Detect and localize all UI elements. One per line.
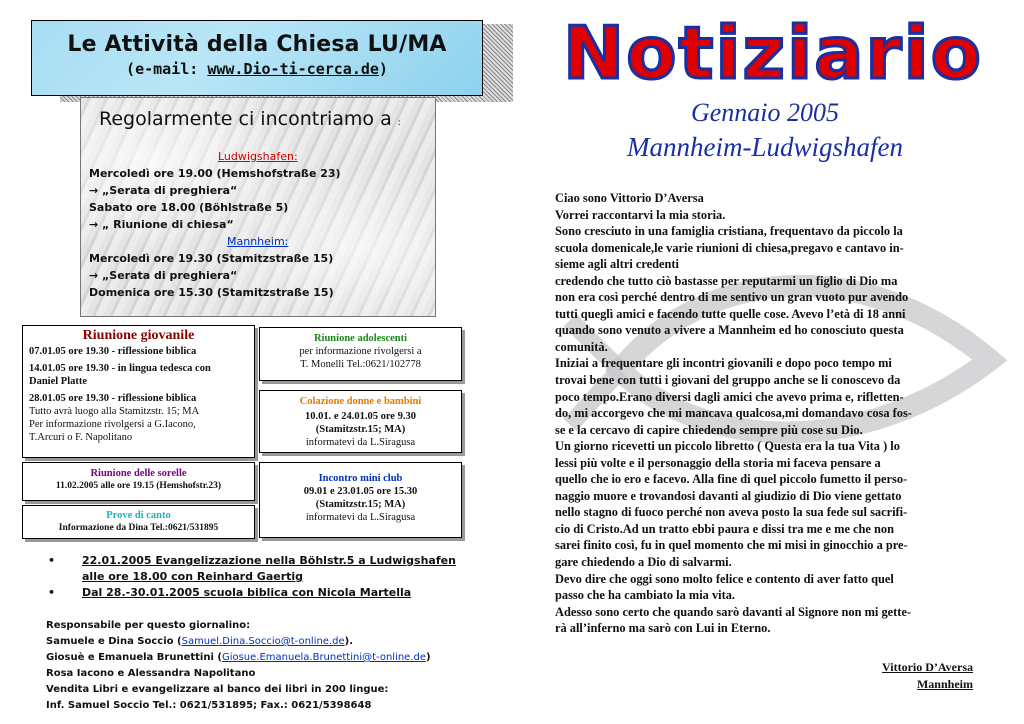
letter-line: passo che ha cambiato la mia vita. — [555, 588, 736, 603]
letter-line: lessi più volte e il personaggio della storia mi faceva pensare a — [555, 455, 881, 470]
box-line: 28.01.05 ore 19.30 - riflessione biblica — [29, 393, 197, 404]
letter-line: comunità. — [555, 339, 608, 354]
signature-name: Vittorio D’Aversa — [882, 660, 973, 674]
letter-signature — [800, 659, 973, 693]
meeting-line: → „ Riunione di chiesa“ — [89, 218, 234, 231]
responsabili-heading: Responsabile per questo giornalino: — [46, 620, 251, 631]
events-list — [40, 553, 456, 601]
responsabili-line — [46, 650, 431, 666]
letter-line: Devo dire che oggi sono molto felice e contento di aver fatto quel — [555, 571, 894, 586]
header-email-line — [32, 60, 482, 78]
box-colazione — [259, 390, 462, 453]
list-item — [40, 553, 456, 569]
mannheim-heading: Mannheim: — [227, 235, 289, 248]
letter-body — [555, 190, 973, 637]
meeting-line: Mercoledì ore 19.00 (Hemshofstraße 23) — [89, 167, 341, 180]
email-suffix: ) — [378, 60, 388, 78]
box-line: 09.01 e 23.01.05 ore 15.30 — [303, 486, 418, 497]
list-item — [40, 585, 456, 601]
box-mini-club — [259, 462, 462, 538]
letter-line: cio di Cristo.Ad un tratto ebbi paura e dissi tra me e me che non — [555, 521, 895, 536]
box-line: Tutto avrà luogo alla Stamitzstr. 15; MA — [29, 406, 200, 417]
box-title: Incontro mini club — [318, 473, 403, 484]
box-line: informatevi da L.Siragusa — [305, 437, 416, 448]
letter-line: Sono cresciuto in una famiglia cristiana, frequentavo da piccolo la — [555, 224, 903, 239]
responsabili-text: ). — [344, 636, 354, 647]
box-line: 07.01.05 ore 19.30 - riflessione biblica — [29, 346, 197, 357]
letter-line: quando sono venuto a vivere a Mannheim ed ho conosciuto questa — [555, 323, 904, 338]
box-riunione-adolescenti — [259, 327, 462, 381]
responsabili-line: Inf. Samuel Soccio Tel.: 0621/531895; Fax.: 0621/5398648 — [46, 700, 372, 711]
box-title: Riunione giovanile — [82, 328, 195, 343]
box-line: T.Arcuri o F. Napolitano — [29, 432, 133, 443]
letter-line: Iniziai a frequentare gli incontri giovanili e dopo poco tempo mi — [555, 356, 892, 371]
bullet-icon: • — [48, 554, 56, 567]
list-item-text: Dal 28.-30.01.2005 scuola biblica con Nicola Martella — [82, 586, 412, 599]
meeting-line: → „Serata di preghiera“ — [89, 269, 238, 282]
responsabili-block — [46, 618, 431, 714]
letter-line: naggio muore e trovandosi davanti al giudizio di Dio viene gettato — [555, 488, 902, 503]
box-prove-canto — [22, 505, 255, 539]
email-prefix: (e-mail: — [126, 60, 208, 78]
letter-line: trovai bene con tutti i giovani del gruppo anche se li conoscevo da — [555, 373, 901, 388]
box-line: Daniel Platte — [29, 376, 88, 387]
box-line: (Stamitzstr.15; MA) — [315, 499, 406, 510]
box-riunione-giovanile — [22, 325, 255, 458]
responsabili-text: Samuele e Dina Soccio ( — [46, 636, 182, 647]
meetings-intro — [99, 108, 401, 130]
issue-month: Gennaio 2005 — [690, 98, 840, 127]
box-line: 10.01. e 24.01.05 ore 9.30 — [305, 411, 416, 422]
list-item — [40, 569, 456, 585]
email-link-soccio[interactable]: Samuel.Dina.Soccio@t-online.de — [181, 636, 345, 647]
meeting-line: Mercoledì ore 19.30 (Stamitzstraße 15) — [89, 252, 334, 265]
box-line: Informazione da Dina Tel.:0621/531895 — [58, 523, 219, 533]
box-line: 11.02.2005 alle ore 19.15 (Hemshofstr.23) — [55, 481, 222, 491]
box-title: Prove di canto — [106, 510, 171, 521]
responsabili-text: ) — [426, 652, 431, 663]
box-line: 14.01.05 ore 19.30 - in lingua tedesca con — [29, 363, 211, 374]
letter-line: sarei finito così, fu in quel momento che mi misi in ginocchio a pre- — [555, 538, 908, 553]
masthead-title-text: Notiziario — [563, 11, 983, 88]
letter-line: quello che io ero e facevo. Alla fine di quel piccolo fumetto il perso- — [555, 472, 908, 487]
letter-line: se e la cercavo di capire chiedendo sempre più cose su Dio. — [555, 422, 863, 437]
meeting-line: Sabato ore 18.00 (Böhlstraße 5) — [89, 201, 289, 214]
signature-city: Mannheim — [916, 677, 973, 691]
meeting-line: → „Serata di preghiera“ — [89, 184, 238, 197]
letter-line: sieme agli altri credenti — [555, 257, 679, 272]
email-link[interactable]: www.Dio-ti-cerca.de — [207, 60, 379, 78]
header-box — [31, 20, 483, 96]
masthead-title — [558, 8, 988, 88]
responsabili-text: Giosuè e Emanuela Brunettini ( — [46, 652, 222, 663]
box-line: (Stamitzstr.15; MA) — [315, 424, 406, 435]
box-line: T. Monelli Tel.:0621/102778 — [300, 359, 421, 370]
box-line: informatevi da L.Siragusa — [305, 512, 416, 523]
box-line: Per informazione rivolgersi a G.Iacono, — [29, 419, 196, 430]
issue-city: Mannheim-Ludwigshafen — [627, 132, 903, 162]
letter-line: gare chiedendo a Dio di salvarmi. — [555, 555, 732, 570]
box-title: Colazione donne e bambini — [299, 396, 422, 407]
letter-line: Vorrei raccontarvi la mia storia. — [555, 207, 726, 222]
email-link-brunettini[interactable]: Giosue.Emanuela.Brunettini@t-online.de — [221, 652, 427, 663]
letter-line: do, mi accorgevo che mi mancava qualcosa,mi domandavo cosa fos- — [555, 406, 912, 421]
bullet-icon: • — [48, 586, 56, 599]
meetings-intro-text: Regolarmente ci incontriamo a — [99, 108, 392, 130]
list-item-text: alle ore 18.00 con Reinhard Gaertig — [82, 570, 304, 583]
letter-line: Adesso sono certo che quando sarò davanti al Signore non mi gette- — [555, 604, 912, 619]
box-riunione-sorelle — [22, 462, 255, 501]
list-item-text: 22.01.2005 Evangelizzazione nella Böhlstr.5 a Ludwigshafen — [82, 554, 456, 567]
header-title: Le Attività della Chiesa LU/MA — [67, 32, 447, 57]
letter-line: Ciao sono Vittorio D’Aversa — [555, 191, 704, 205]
letter-line: Un giorno ricevetti un piccolo libretto ( Questa era la tua Vita ) lo — [555, 439, 900, 454]
letter-line: tutti queglì amici e facendo tutte quelle cose. Avevo l’età di 18 anni — [555, 306, 906, 321]
box-line: per informazione rivolgersi a — [299, 346, 422, 357]
box-title: Riunione delle sorelle — [90, 468, 187, 479]
meetings-box — [80, 97, 436, 317]
letter-line: scuola domenicale,le varie riunioni di chiesa,pregavo e cantavo in- — [555, 240, 904, 255]
responsabili-line: Rosa Iacono e Alessandra Napolitano — [46, 668, 256, 679]
meetings-intro-colon: : — [397, 118, 401, 128]
letter-line: non era così perché dentro di me sentivo un gran vuoto pur avendo — [555, 290, 909, 305]
letter-line: nello stagno di fuoco perché non aveva posto la sua fede sul sacrifi- — [555, 505, 908, 520]
responsabili-line — [46, 634, 431, 650]
letter-line: credendo che tutto ciò bastasse per reputarmi un figlio di Dio ma — [555, 273, 898, 288]
box-title: Riunione adolescenti — [313, 333, 408, 344]
letter-line: rà all’inferno ma sarò con Lui in Eterno. — [555, 621, 771, 636]
meeting-line: Domenica ore 15.30 (Stamitzstraße 15) — [89, 286, 334, 299]
letter-line: poco tempo.Erano diversi dagli amici che avevo prima e, rifletten- — [555, 389, 904, 404]
responsabili-line: Vendita Libri e evangelizzare al banco dei libri in 200 lingue: — [46, 684, 389, 695]
ludwigshafen-heading: Ludwigshafen: — [218, 150, 298, 163]
